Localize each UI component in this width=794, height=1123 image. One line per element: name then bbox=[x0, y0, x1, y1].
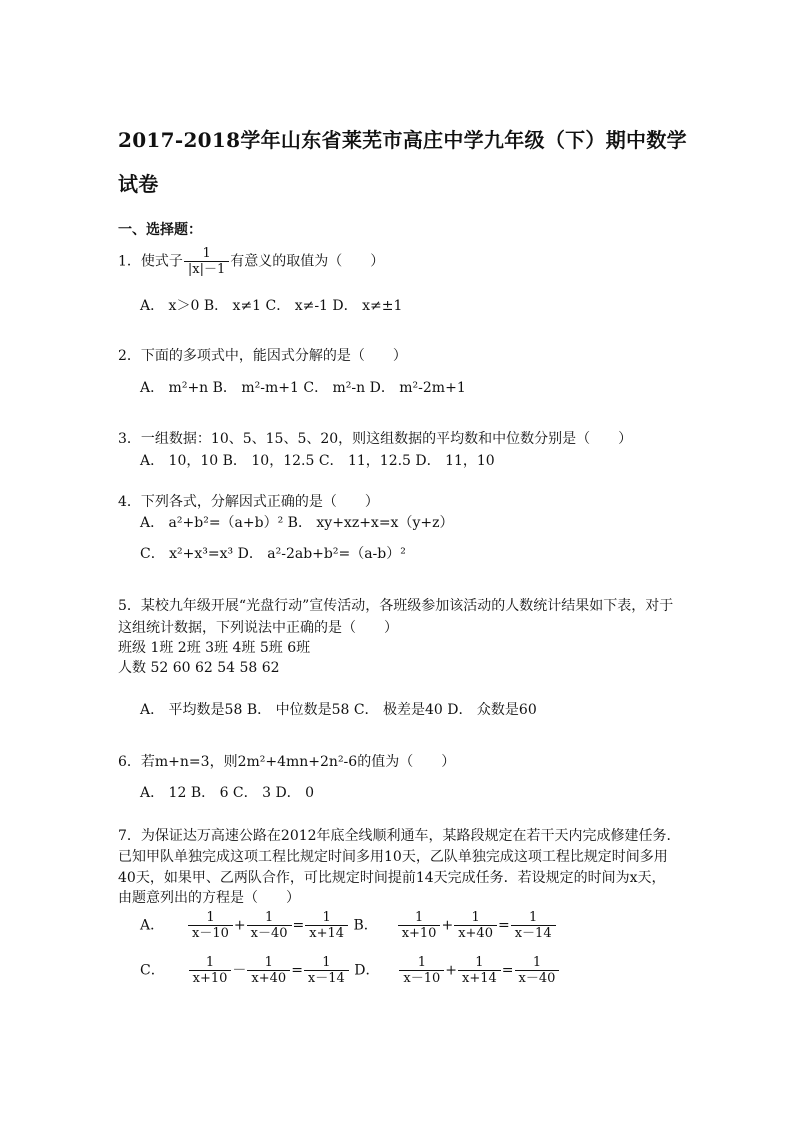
q7-label-c: C． bbox=[140, 962, 165, 979]
q1-fraction bbox=[184, 246, 229, 277]
q7-b-frac-3: $\frac{1}{x-14}$ bbox=[511, 910, 556, 941]
q7-c-frac-2: $\frac{1}{x+40}$ bbox=[247, 955, 290, 986]
q7-b-frac-2: $\frac{1}{x+40}$ bbox=[454, 910, 497, 941]
q7-options-cd bbox=[140, 955, 560, 986]
q5-options: A． 平均数是58 B． 中位数是58 C． 极差是40 D． 众数是60 bbox=[140, 702, 537, 718]
question-5-line2: 这组统计数据，下列说法中正确的是（ ） bbox=[118, 620, 398, 636]
q7-b-frac-1: $\frac{1}{x+10}$ bbox=[398, 910, 441, 941]
q7-a-frac-2: $\frac{1}{x-40}$ bbox=[247, 910, 292, 941]
page-title: 2017-2018学年山东省莱芜市高庄中学九年级（下）期中数学试卷 bbox=[118, 128, 687, 196]
q7-d-frac-3: $\frac{1}{x-40}$ bbox=[515, 955, 560, 986]
q7-c-frac-3: $\frac{1}{x-14}$ bbox=[304, 955, 349, 986]
question-7-line1: 7．为保证达万高速公路在2012年底全线顺利通车，某路段规定在若干天内完成修建任务． bbox=[118, 828, 681, 844]
q5-table-row: 人数 52 60 62 54 58 62 bbox=[118, 660, 280, 676]
question-7-line4: 由题意列出的方程是（ ） bbox=[118, 890, 300, 906]
q1-frac-numerator: 1 bbox=[202, 246, 211, 261]
q1-frac-denominator: |x|－1 bbox=[184, 261, 229, 277]
question-7-line2: 已知甲队单独完成这项工程比规定时间多用10天，乙队单独完成这项工程比规定时间多用 bbox=[118, 849, 668, 865]
q7-a-operator: + bbox=[233, 917, 246, 934]
question-5-line1: 5．某校九年级开展“光盘行动”宣传活动，各班级参加该活动的人数统计结果如下表，对于 bbox=[118, 598, 674, 614]
q2-options: A． m²+n B． m²-m+1 C． m²-n D． m²-2m+1 bbox=[140, 380, 466, 396]
question-7-line3: 40天，如果甲、乙两队合作，可比规定时间提前14天完成任务．若设规定的时间为x天， bbox=[118, 870, 666, 886]
q4-options-cd: C． x²+x³=x³ D． a²-2ab+b²=（a-b）² bbox=[140, 546, 406, 562]
question-6: 6．若m+n=3，则2m²+4mn+2n²-6的值为（ ） bbox=[118, 754, 456, 770]
q7-a-frac-1: $\frac{1}{x-10}$ bbox=[188, 910, 233, 941]
q7-b-operator: + bbox=[441, 917, 454, 934]
q7-d-equals: = bbox=[501, 962, 514, 979]
q7-a-equals: = bbox=[292, 917, 305, 934]
section-heading: 一、选择题： bbox=[118, 222, 202, 238]
q3-options: A． 10，10 B． 10，12.5 C． 11，12.5 D． 11，10 bbox=[140, 453, 495, 469]
q5-table-header: 班级 1班 2班 3班 4班 5班 6班 bbox=[118, 640, 311, 656]
q7-c-equals: = bbox=[291, 962, 303, 979]
q4-options-ab: A． a²+b²=（a+b）² B． xy+xz+x=x（y+z） bbox=[140, 515, 454, 531]
q7-label-a: A． bbox=[140, 917, 165, 934]
q7-options-ab bbox=[140, 910, 557, 941]
question-3: 3．一组数据：10、5、15、5、20，则这组数据的平均数和中位数分别是（ ） bbox=[118, 431, 633, 447]
q1-options: A． x＞0 B． x≠1 C． x≠-1 D． x≠±1 bbox=[140, 298, 403, 314]
q7-label-b: B． bbox=[353, 917, 378, 934]
q7-d-frac-1: $\frac{1}{x-10}$ bbox=[399, 955, 444, 986]
q1-suffix: 有意义的取值为（ ） bbox=[230, 253, 385, 270]
q7-label-d: D． bbox=[354, 962, 380, 979]
question-4: 4．下列各式，分解因式正确的是（ ） bbox=[118, 494, 379, 510]
q7-d-operator: + bbox=[445, 962, 457, 979]
q7-b-equals: = bbox=[497, 917, 510, 934]
q7-a-frac-3: $\frac{1}{x+14}$ bbox=[305, 910, 348, 941]
question-1 bbox=[118, 246, 384, 277]
q1-prefix: 1．使式子 bbox=[118, 253, 183, 270]
q7-c-frac-1: $\frac{1}{x+10}$ bbox=[189, 955, 232, 986]
question-2: 2．下面的多项式中，能因式分解的是（ ） bbox=[118, 348, 407, 364]
q7-c-operator: － bbox=[232, 962, 247, 979]
q6-options: A． 12 B． 6 C． 3 D． 0 bbox=[140, 785, 315, 801]
q7-d-frac-2: $\frac{1}{x+14}$ bbox=[458, 955, 501, 986]
